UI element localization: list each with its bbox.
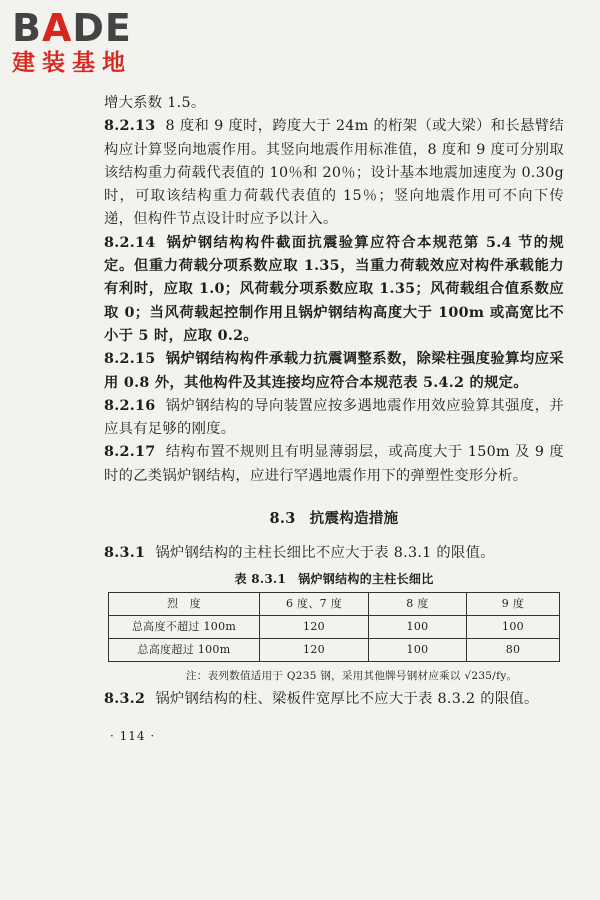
table-caption <box>104 571 564 587</box>
clause-8-3-1 <box>104 542 564 565</box>
section-title: 抗震构造措施 <box>309 510 399 528</box>
clause-number: 8.3.2 <box>104 690 146 707</box>
clause-number: 8.3.1 <box>104 545 146 562</box>
clause-text: 结构布置不规则且有明显薄弱层，或高度大于 150m 及 9 度时的乙类锅炉钢结构，应进行罕遇地震作用下的弹塑性变形分析。 <box>104 444 564 484</box>
table-cell: 120 <box>260 615 369 638</box>
intro-line: 增大系数 1.5。 <box>104 95 206 111</box>
table-title: 锅炉钢结构的主柱长细比 <box>298 571 434 586</box>
clause-number: 8.2.14 <box>104 234 156 251</box>
header-cell: 烈 度 <box>109 592 260 615</box>
clause-text: 8 度和 9 度时，跨度大于 24m 的桁架（或大梁）和长悬臂结构应计算竖向地震作用。其竖向地震作用标准值，8 度和 9 度可分别取该结构重力荷载代表值的 10％和 20％；设计基本地震加速度为 0.30g 时，可取该结构重力荷载代表值的 15％；竖向地震作用可不向下传递，但构件节点设计时应予以计入。 <box>104 118 564 228</box>
header-cell: 9 度 <box>467 592 560 615</box>
table-cell: 80 <box>467 638 560 661</box>
logo-wordmark: BADE <box>12 6 132 50</box>
header-cell: 8 度 <box>369 592 467 615</box>
clause-number: 8.2.16 <box>104 397 156 414</box>
clause-paragraph <box>104 348 564 395</box>
clause-text: 锅炉钢结构的导向装置应按多遇地震作用效应验算其强度，并应具有足够的刚度。 <box>104 397 564 438</box>
clause-text: 锅炉钢结构的柱、梁板件宽厚比不应大于表 8.3.2 的限值。 <box>155 690 539 707</box>
clause-8-3-2 <box>104 688 564 711</box>
clause-number: 8.2.15 <box>104 351 156 368</box>
table-header-row <box>109 592 560 615</box>
clause-text: 锅炉钢结构的主柱长细比不应大于表 8.3.1 的限值。 <box>155 545 495 562</box>
page-number: · 114 · <box>110 728 156 743</box>
section-heading <box>104 507 564 530</box>
clause-paragraph <box>104 441 564 488</box>
header-cell: 6 度、7 度 <box>260 592 369 615</box>
clause-number: 8.2.13 <box>104 118 156 135</box>
table-cell: 总高度不超过 100m <box>109 615 260 638</box>
table-note: 注：表列数值适用于 Q235 钢，采用其他牌号钢材应乘以 √235/fy。 <box>186 669 518 682</box>
clause-paragraph <box>104 115 564 231</box>
table-cell: 100 <box>467 615 560 638</box>
table-row <box>109 615 560 638</box>
clause-text: 锅炉钢结构构件截面抗震验算应符合本规范第 5.4 节的规定。但重力荷载分项系数应取 1.35，当重力荷载效应对构件承载能力有利时，应取 1.0；风荷载分项系数应取 1.35；风荷载组合值系数应取 0；当风荷载起控制作用且锅炉钢结构高度大于 100m 或高宽比不小于 5 时，应取 0.2。 <box>104 234 564 344</box>
table-cell: 100 <box>369 638 467 661</box>
logo-subtitle: 建装基地 <box>12 50 132 76</box>
table-cell: 120 <box>260 638 369 661</box>
slenderness-table <box>108 592 560 662</box>
table-row <box>109 638 560 661</box>
page-content <box>104 92 564 748</box>
table-cell: 100 <box>369 615 467 638</box>
clause-number: 8.2.17 <box>104 444 156 461</box>
clause-text: 锅炉钢结构构件承载力抗震调整系数，除梁柱强度验算均应采用 0.8 外，其他构件及其连接均应符合本规范表 5.4.2 的规定。 <box>104 351 564 391</box>
clause-paragraph <box>104 232 564 348</box>
table-number: 表 8.3.1 <box>234 571 287 586</box>
section-number: 8.3 <box>269 510 296 528</box>
bade-logo <box>12 6 182 78</box>
table-cell: 总高度超过 100m <box>109 638 260 661</box>
clause-list <box>104 115 564 488</box>
clause-paragraph <box>104 395 564 442</box>
